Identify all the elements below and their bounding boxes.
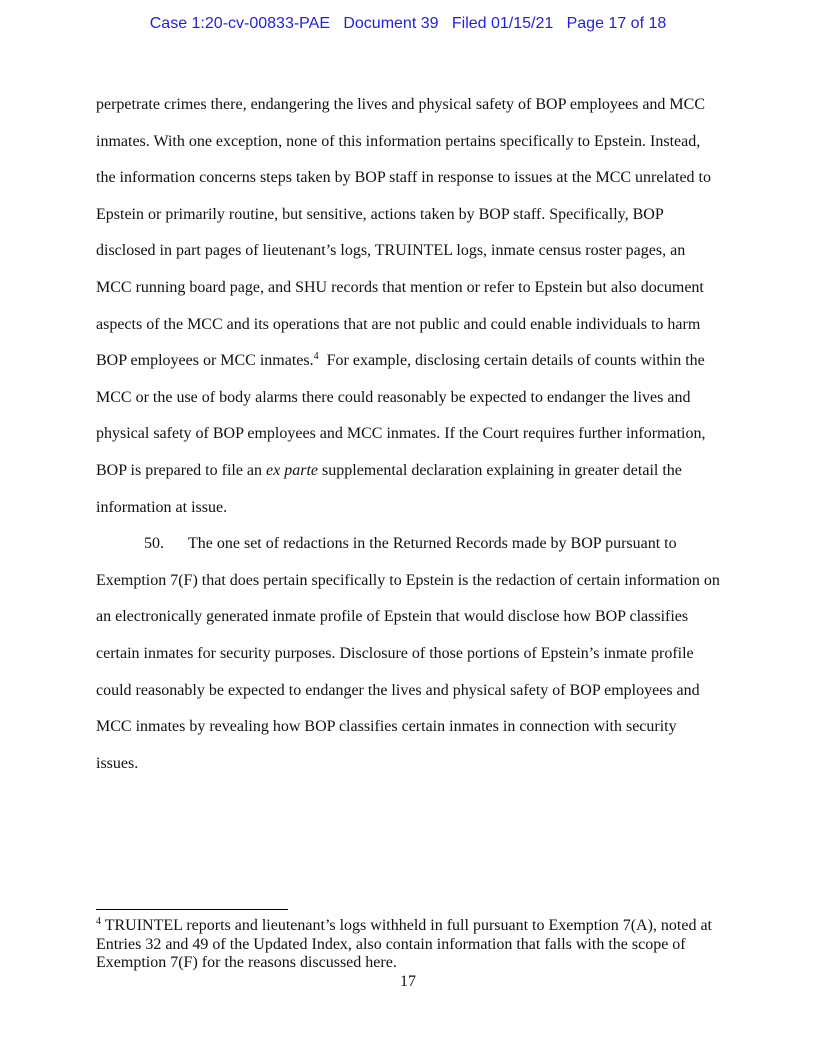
paragraph-number: 50. (144, 535, 164, 553)
footnote-separator (96, 909, 288, 910)
footnote-marker: 4 (96, 916, 101, 927)
page-count: Page 17 of 18 (566, 15, 667, 32)
body-text-segment: BOP employees or MCC inmates. (96, 352, 314, 370)
body-line: Epstein or primarily routine, but sensitive, actions taken by BOP staff. Specifically, BOP (96, 205, 664, 223)
body-line: the information concerns steps taken by BOP staff in response to issues at the MCC unrelated to (96, 169, 711, 187)
footnote (96, 917, 726, 973)
body-line (96, 453, 726, 490)
body-line: MCC running board page, and SHU records that mention or refer to Epstein but also document (96, 278, 704, 296)
body-text-segment: For example, disclosing certain details of counts within the (318, 352, 705, 370)
body-line: MCC or the use of body alarms there could reasonably be expected to endanger the lives and (96, 388, 691, 406)
ecf-header (0, 15, 816, 33)
footnote-line: Entries 32 and 49 of the Updated Index, also contain information that falls with the scope of (96, 935, 686, 953)
body-line: information at issue. (96, 498, 228, 516)
body-line: MCC inmates by revealing how BOP classifies certain inmates in connection with security (96, 718, 677, 736)
body-line: certain inmates for security purposes. Disclosure of those portions of Epstein’s inmate profile (96, 644, 694, 662)
body-line: could reasonably be expected to endanger the lives and physical safety of BOP employees and (96, 681, 700, 699)
body-text-segment: supplemental declaration explaining in greater detail the (318, 461, 682, 479)
footnote-line (96, 917, 726, 936)
body-line (96, 343, 726, 380)
filed-date: Filed 01/15/21 (451, 15, 554, 32)
body-line: physical safety of BOP employees and MCC inmates. If the Court requires further information, (96, 425, 706, 443)
body-line: issues. (96, 754, 139, 772)
body-line: an electronically generated inmate profile of Epstein that would disclose how BOP classifies (96, 608, 689, 626)
page-number: 17 (400, 973, 416, 990)
body-line: inmates. With one exception, none of this information pertains specifically to Epstein. Instead, (96, 132, 701, 150)
footnote-line: Exemption 7(F) for the reasons discussed here. (96, 954, 397, 971)
body-text-segment: The one set of redactions in the Returned Records made by BOP pursuant to (188, 535, 677, 553)
paragraph-start (96, 526, 726, 563)
body-line: perpetrate crimes there, endangering the lives and physical safety of BOP employees and MCC (96, 96, 705, 113)
body-line: aspects of the MCC and its operations that are not public and could enable individuals to harm (96, 315, 701, 333)
italic-term: ex parte (266, 461, 319, 479)
document-number: Document 39 (343, 15, 439, 32)
body-line: Exemption 7(F) that does pertain specifically to Epstein is the redaction of certain information on (96, 571, 720, 589)
body-text-segment: BOP is prepared to file an (96, 461, 267, 479)
case-number: Case 1:20-cv-00833-PAE (149, 15, 330, 32)
footnote-text: TRUINTEL reports and lieutenant’s logs withheld in full pursuant to Exemption 7(A), noted at (101, 917, 712, 934)
body-line: disclosed in part pages of lieutenant’s logs, TRUINTEL logs, inmate census roster pages, an (96, 242, 686, 260)
footnote-reference: 4 (313, 351, 319, 363)
body-text (96, 87, 726, 782)
